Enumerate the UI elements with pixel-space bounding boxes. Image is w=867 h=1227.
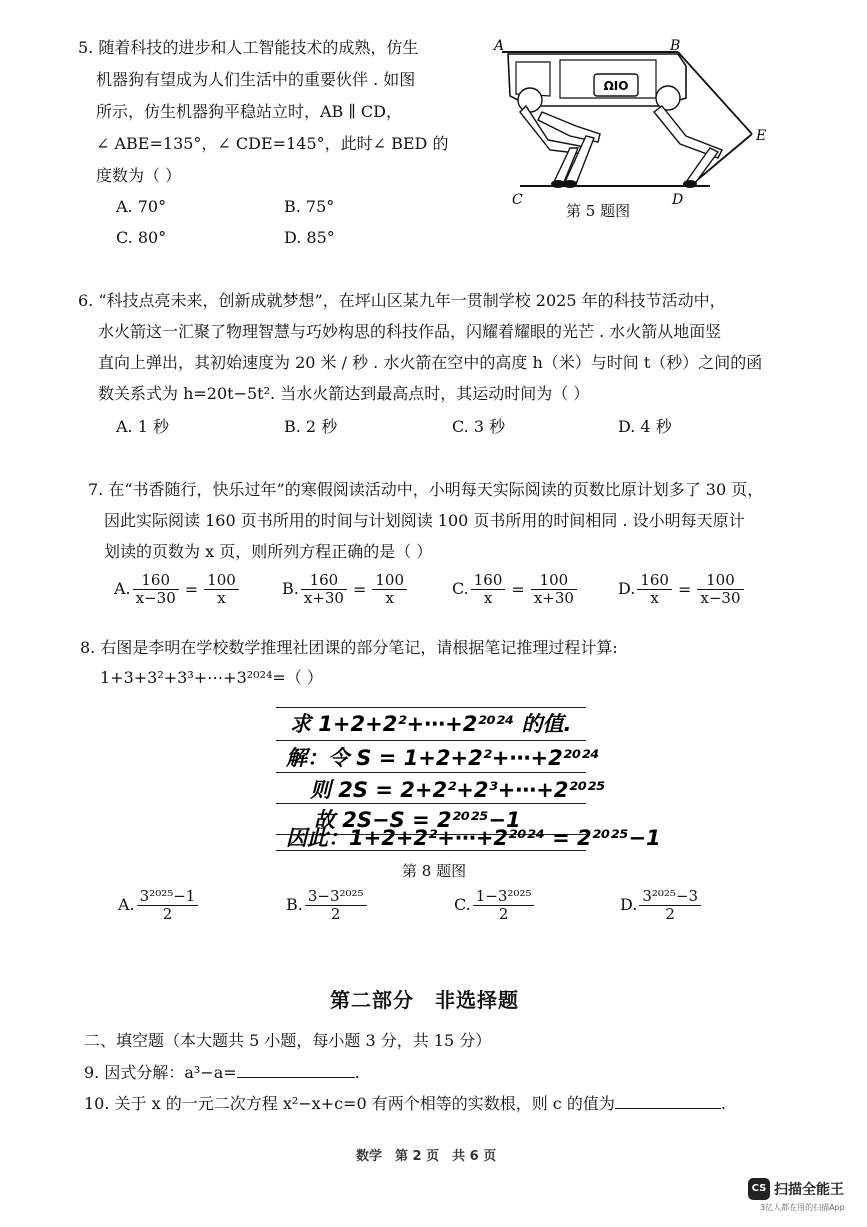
label-d: D [672,192,684,208]
note-line-5: 因此：1+2+2²+⋯+2²⁰²⁴ = 2²⁰²⁵−1 [286,826,661,850]
question-10: 10. 关于 x 的一元二次方程 x²−x+c=0 有两个相等的实数根，则 c 的值为 . [84,1094,726,1113]
page-footer: 数学 第 2 页 共 6 页 [356,1149,497,1164]
q6-option-c: C. 3 秒 [452,417,506,436]
q6-option-d: D. 4 秒 [618,417,672,436]
q5-line-4: ∠ ABE=135°，∠ CDE=145°，此时∠ BED 的 [96,134,449,153]
scanner-watermark-tagline: 3亿人都在用的扫描App [760,1203,845,1212]
q5-option-c: C. 80° [116,228,167,247]
q5-line-3: 所示，仿生机器狗平稳站立时，AB ∥ CD， [96,102,402,121]
q6-line-2: 水火箭这一汇聚了物理智慧与巧妙构思的科技作品，闪耀着耀眼的光芒 . 水火箭从地面竖 [98,322,722,341]
q8-option-c: C. $\frac{\text{1−3²⁰²⁵}}{2}$ [454,888,536,923]
fill-in-section-header: 二、填空题（本大题共 5 小题，每小题 3 分，共 15 分） [84,1031,492,1050]
robot-dog-figure [490,36,780,216]
q5-option-b: B. 75° [284,197,335,216]
q8-option-a: A. $\frac{\text{3²⁰²⁵−1}}{2}$ [118,888,200,923]
q8-line-1: 8. 右图是李明在学校数学推理社团课的部分笔记，请根据笔记推理过程计算: [80,638,618,657]
scanner-logo-icon: CS [748,1178,770,1200]
rear-foot-2 [563,180,577,188]
label-e: E [756,128,767,144]
q5-line-5: 度数为（ ） [96,166,182,185]
q7-option-d: D. $\frac{160}{x}$ = $\frac{100}{x-30}$ [618,572,746,607]
robot-display-text: ΩIO [603,79,629,93]
note-line-4: 故 2S−S = 2²⁰²⁵−1 [314,808,521,832]
q6-line-3: 直向上弹出，其初始速度为 20 米 / 秒 . 水火箭在空中的高度 h（米）与时间 t（秒）之间的函 [98,353,763,372]
front-foot [683,180,697,188]
q7-option-b: B. $\frac{160}{x+30}$ = $\frac{100}{x}$ [282,572,409,607]
q7-line-3: 划读的页数为 x 页，则所列方程正确的是（ ） [104,542,433,561]
front-hip-joint [656,86,680,110]
scanner-watermark-name: 扫描全能王 [774,1182,844,1198]
q5-option-a: A. 70° [116,197,167,216]
q10-answer-blank[interactable] [615,1108,721,1109]
q8-option-d: D. $\frac{\text{3²⁰²⁵−3}}{2}$ [620,888,703,923]
q8-option-b: B. $\frac{\text{3−3²⁰²⁵}}{2}$ [286,888,369,923]
q6-option-b: B. 2 秒 [284,417,338,436]
question-9: 9. 因式分解：a³−a= . [84,1063,360,1082]
note-line-1: 求 1+2+2²+⋯+2²⁰²⁴ 的值. [290,712,572,736]
q6-option-a: A. 1 秒 [116,417,169,436]
q5-option-d: D. 85° [284,228,335,247]
q9-answer-blank[interactable] [237,1077,355,1078]
q8-figure-caption: 第 8 题图 [402,862,467,880]
label-c: C [512,192,523,208]
note-line-3: 则 2S = 2+2²+2³+⋯+2²⁰²⁵ [310,778,606,802]
label-a: A [494,38,505,54]
rear-hip-joint [518,88,542,112]
q5-line-2: 机器狗有望成为人们生活中的重要伙伴 . 如图 [96,70,416,89]
line-be [678,52,752,134]
q5-line-1: 5. 随着科技的进步和人工智能技术的成熟，仿生 [78,38,419,57]
q7-option-c: C. $\frac{160}{x}$ = $\frac{100}{x+30}$ [452,572,579,607]
q7-option-a: A. $\frac{160}{x-30}$ = $\frac{100}{x}$ [114,572,241,607]
q6-line-1: 6. “科技点亮未来，创新成就梦想”，在坪山区某九年一贯制学校 2025 年的科技节活动中， [78,291,726,310]
note-line-2: 解：令 S = 1+2+2²+⋯+2²⁰²⁴ [286,746,600,770]
q7-line-2: 因此实际阅读 160 页书所用的时间与计划阅读 100 页书所用的时间相同 . 设小明每天原计 [104,511,745,530]
q5-figure-caption: 第 5 题图 [566,202,631,220]
label-b: B [670,38,681,54]
q8-expression: 1+3+3²+3³+⋯+3²⁰²⁴=（ ） [100,668,323,687]
part-2-title: 第二部分 非选择题 [330,988,519,1012]
q6-line-4: 数关系式为 h=20t−5t². 当水火箭达到最高点时，其运动时间为（ ） [98,384,590,403]
rear-foot-1 [551,180,565,188]
q7-line-1: 7. 在“书香随行，快乐过年”的寒假阅读活动中，小明每天实际阅读的页数比原计划多了 30 页， [88,480,764,499]
